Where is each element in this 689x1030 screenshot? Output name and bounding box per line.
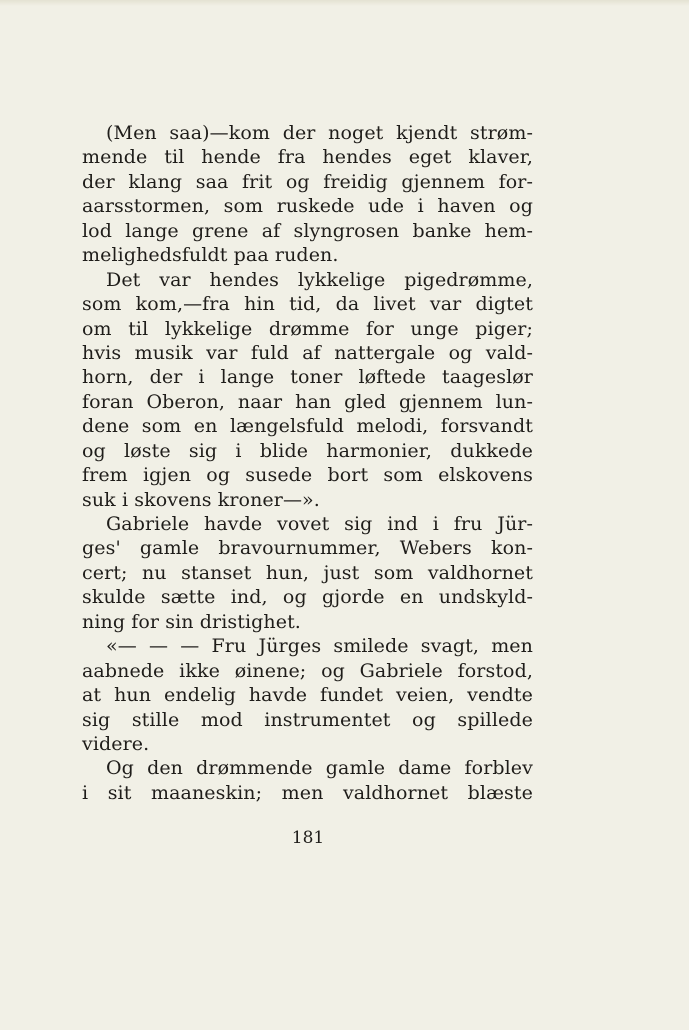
text-line: lod lange grene af slyngrosen banke hem-	[82, 219, 533, 242]
text-line: cert; nu stanset hun, just som valdhornet	[82, 561, 533, 584]
text-line: at hun endelig havde fundet veien, vendte	[82, 684, 533, 707]
text-line: Gabriele havde vovet sig ind i fru Jür-	[106, 513, 533, 535]
text-line: som kom,—fra hin tid, da livet var digtet	[82, 293, 533, 316]
text-line: ges' gamle bravournummer, Webers kon-	[82, 537, 533, 560]
page-number: 181	[291, 828, 325, 848]
text-line: ning for sin dristighet.	[82, 610, 301, 633]
text-line: aabnede ikke øinene; og Gabriele forstod,	[82, 659, 533, 682]
text-line: hvis musik var fuld af nattergale og vald-	[82, 341, 533, 364]
body-text	[82, 121, 533, 805]
text-line: og løste sig i blide harmonier, dukkede	[82, 439, 533, 462]
text-line: der klang saa frit og freidig gjennem for-	[82, 170, 533, 193]
text-line: melighedsfuldt paa ruden.	[82, 244, 339, 267]
text-line: mende til hende fra hendes eget klaver,	[82, 146, 533, 169]
text-line: foran Oberon, naar han gled gjennem lun-	[82, 390, 533, 413]
text-line: suk i skovens kroner—».	[82, 488, 320, 511]
text-line: sig stille mod instrumentet og spillede	[82, 708, 533, 731]
page-top-edge	[0, 0, 689, 6]
text-line: om til lykkelige drømme for unge piger;	[82, 317, 533, 340]
text-line: frem igjen og susede bort som elskovens	[82, 464, 533, 487]
text-line: dene som en længelsfuld melodi, forsvandt	[82, 415, 533, 438]
text-line: Det var hendes lykkelige pigedrømme,	[106, 268, 533, 291]
text-line: Og den drømmende gamle dame forblev	[106, 757, 533, 780]
text-line: «— — — Fru Jürges smilede svagt, men	[106, 635, 533, 658]
text-line: horn, der i lange toner løftede taageslør	[82, 366, 533, 389]
text-line: i sit maaneskin; men valdhornet blæste	[82, 781, 533, 804]
text-line: (Men saa)—kom der noget kjendt strøm-	[106, 122, 533, 144]
text-line: aarsstormen, som ruskede ude i haven og	[82, 195, 533, 218]
text-line: skulde sætte ind, og gjorde en undskyld-	[82, 586, 533, 609]
text-line: videre.	[82, 732, 150, 755]
